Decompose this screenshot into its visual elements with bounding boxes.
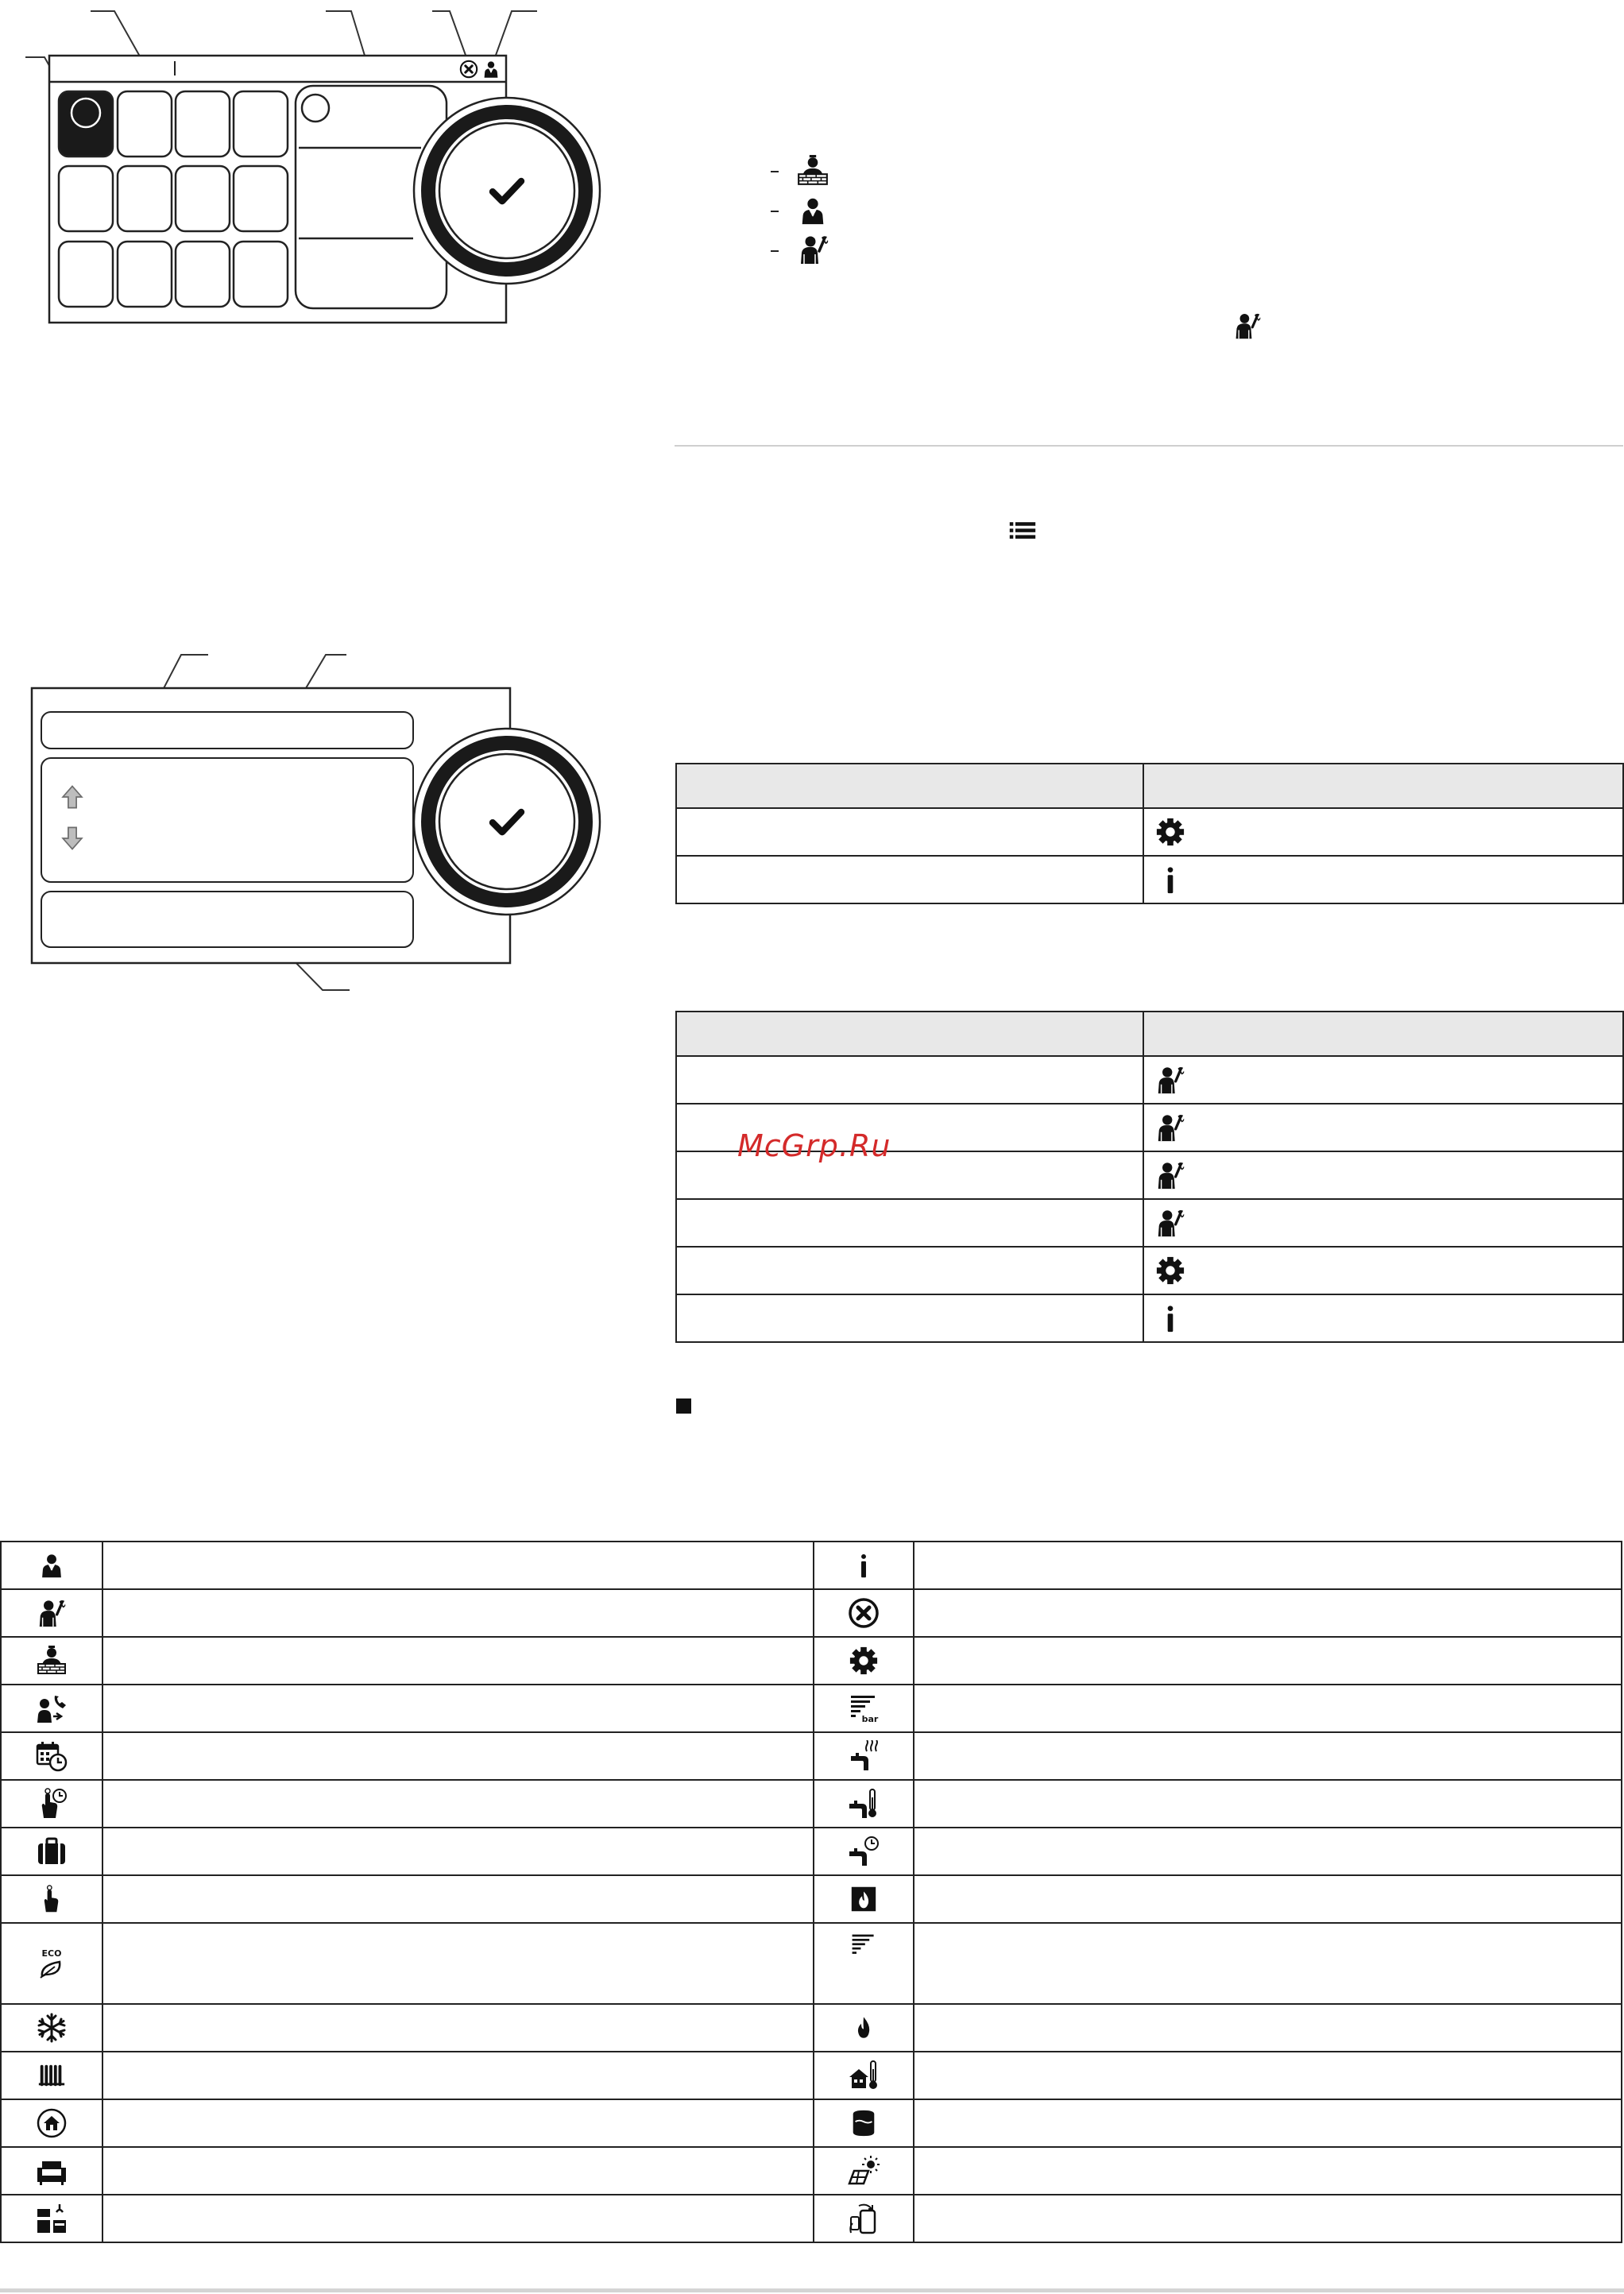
table-cell <box>1143 1199 1623 1247</box>
manual-timer-icon <box>36 1788 68 1820</box>
table-cell <box>1143 808 1623 856</box>
table-cell <box>676 1294 1143 1342</box>
chimney-sweep-icon <box>796 154 829 188</box>
page-bottom-rule <box>0 2288 1624 2292</box>
section-divider <box>675 445 1623 447</box>
table-row <box>1 2147 1622 2195</box>
table-row <box>1 1923 1622 2004</box>
home-zone-icon <box>36 2107 68 2139</box>
table-cell <box>914 1828 1622 1875</box>
table-row <box>1 1589 1622 1637</box>
display-figure-list <box>0 644 620 1001</box>
table-cell <box>102 1589 814 1637</box>
pressure-icon <box>849 1932 878 1960</box>
user-icon <box>38 1552 65 1579</box>
devices-icon <box>848 2203 880 2234</box>
outdoor-temp-icon <box>848 2060 880 2091</box>
table-cell <box>102 2004 814 2052</box>
keys-table <box>675 763 1624 904</box>
table-header-cell <box>1143 764 1623 808</box>
list-panel <box>41 758 413 882</box>
table-cell <box>914 1923 1622 2004</box>
table-cell <box>914 1732 1622 1780</box>
table-cell <box>676 1056 1143 1104</box>
installer-icon <box>1155 1160 1185 1190</box>
table-cell <box>914 1780 1622 1828</box>
section-bullet-square <box>676 1398 691 1414</box>
table-cell <box>676 808 1143 856</box>
table-row <box>1 2052 1622 2099</box>
dash-marker <box>771 250 779 252</box>
table-row <box>1 1828 1622 1875</box>
table-cell <box>676 1199 1143 1247</box>
table-cell <box>914 1589 1622 1637</box>
installer-icon <box>37 1598 67 1628</box>
table-cell <box>914 2147 1622 2195</box>
dhw-timer-icon <box>848 1836 880 1867</box>
flame-icon <box>852 2014 876 2041</box>
table-cell <box>914 2004 1622 2052</box>
footer-bar <box>41 892 413 947</box>
installer-icon <box>1233 311 1262 340</box>
table-cell <box>102 1923 814 2004</box>
table-row <box>676 808 1623 856</box>
table-cell <box>1143 1294 1623 1342</box>
table-cell <box>914 1875 1622 1923</box>
table-row <box>1 2195 1622 2242</box>
table-header-row <box>676 764 1623 808</box>
icon-legend-table <box>0 1541 1622 2243</box>
table-row <box>676 1056 1623 1104</box>
table-row <box>1 1780 1622 1828</box>
table-row <box>1 1732 1622 1780</box>
table-cell <box>102 1542 814 1589</box>
installer-icon <box>1155 1065 1185 1095</box>
table-row <box>1 1542 1622 1589</box>
rotary-knob[interactable] <box>414 98 600 284</box>
info-icon <box>1155 1303 1185 1333</box>
access-table <box>675 1011 1624 1343</box>
dash-marker <box>771 171 779 172</box>
table-cell <box>102 1828 814 1875</box>
snowflake-icon <box>36 2012 68 2044</box>
table-row <box>1 1875 1622 1923</box>
table-cell <box>102 2052 814 2099</box>
user-level-item-chimney-sweep <box>769 153 864 191</box>
user-icon <box>798 195 828 226</box>
display-figure-main <box>0 0 620 334</box>
menu-list-icon <box>1006 516 1039 545</box>
title-bar <box>41 712 413 749</box>
holiday-icon <box>36 1836 68 1867</box>
table-cell <box>102 2195 814 2242</box>
tile-selected <box>59 91 113 157</box>
table-cell <box>914 1542 1622 1589</box>
installer-icon <box>1155 1208 1185 1238</box>
table-cell <box>1143 1247 1623 1294</box>
info-icon <box>850 1552 877 1579</box>
eco-leaf-icon <box>36 1948 68 1979</box>
table-row <box>1 1637 1622 1685</box>
watermark: McGrp.Ru <box>737 1128 891 1163</box>
installer-icon <box>798 234 829 265</box>
table-header-cell <box>676 1012 1143 1056</box>
gear-icon <box>1155 1255 1185 1286</box>
dash-marker <box>771 211 779 212</box>
table-cell <box>676 1247 1143 1294</box>
user-level-item-installer <box>769 232 864 270</box>
table-row <box>676 856 1623 903</box>
close-circle-icon <box>848 1597 880 1629</box>
rotary-knob[interactable] <box>414 729 600 915</box>
table-cell <box>102 1875 814 1923</box>
info-panel-indicator <box>302 95 329 122</box>
table-cell <box>102 2099 814 2147</box>
calendar-clock-icon <box>36 1740 68 1772</box>
table-row <box>676 1294 1623 1342</box>
table-cell <box>102 1780 814 1828</box>
table-cell <box>1143 1104 1623 1151</box>
tank-icon <box>849 2108 879 2138</box>
table-cell <box>1143 1151 1623 1199</box>
info-icon <box>1155 865 1185 895</box>
table-cell <box>914 2052 1622 2099</box>
close-icon <box>461 61 477 77</box>
manual-icon <box>37 1885 66 1913</box>
table-row <box>676 1199 1623 1247</box>
table-header-cell <box>1143 1012 1623 1056</box>
gear-icon <box>1155 817 1185 847</box>
kitchen-icon <box>36 2203 68 2234</box>
boiler-flame-icon <box>849 1884 879 1914</box>
table-cell <box>676 856 1143 903</box>
sofa-icon <box>35 2155 68 2187</box>
installer-icon <box>1155 1112 1185 1143</box>
table-cell <box>1143 856 1623 903</box>
table-row <box>1 2004 1622 2052</box>
table-row <box>1 2099 1622 2147</box>
table-row <box>676 1247 1623 1294</box>
table-cell <box>914 2195 1622 2242</box>
table-cell <box>1143 1056 1623 1104</box>
chimney-sweep-icon <box>36 1645 68 1677</box>
table-cell <box>914 1637 1622 1685</box>
table-cell <box>102 2147 814 2195</box>
gear-icon <box>849 1646 879 1676</box>
table-cell <box>102 1637 814 1685</box>
table-cell <box>914 2099 1622 2147</box>
pressure-bar-icon <box>848 1692 880 1724</box>
service-call-icon <box>36 1692 68 1724</box>
table-row <box>1 1685 1622 1732</box>
solar-icon <box>847 2155 880 2187</box>
table-cell <box>102 1732 814 1780</box>
radiator-icon <box>37 2060 67 2091</box>
table-header-cell <box>676 764 1143 808</box>
table-cell <box>914 1685 1622 1732</box>
table-cell <box>102 1685 814 1732</box>
dhw-heat-icon <box>848 1740 880 1772</box>
user-level-item-user <box>769 192 864 230</box>
table-header-row <box>676 1012 1623 1056</box>
dhw-temp-icon <box>848 1788 880 1820</box>
